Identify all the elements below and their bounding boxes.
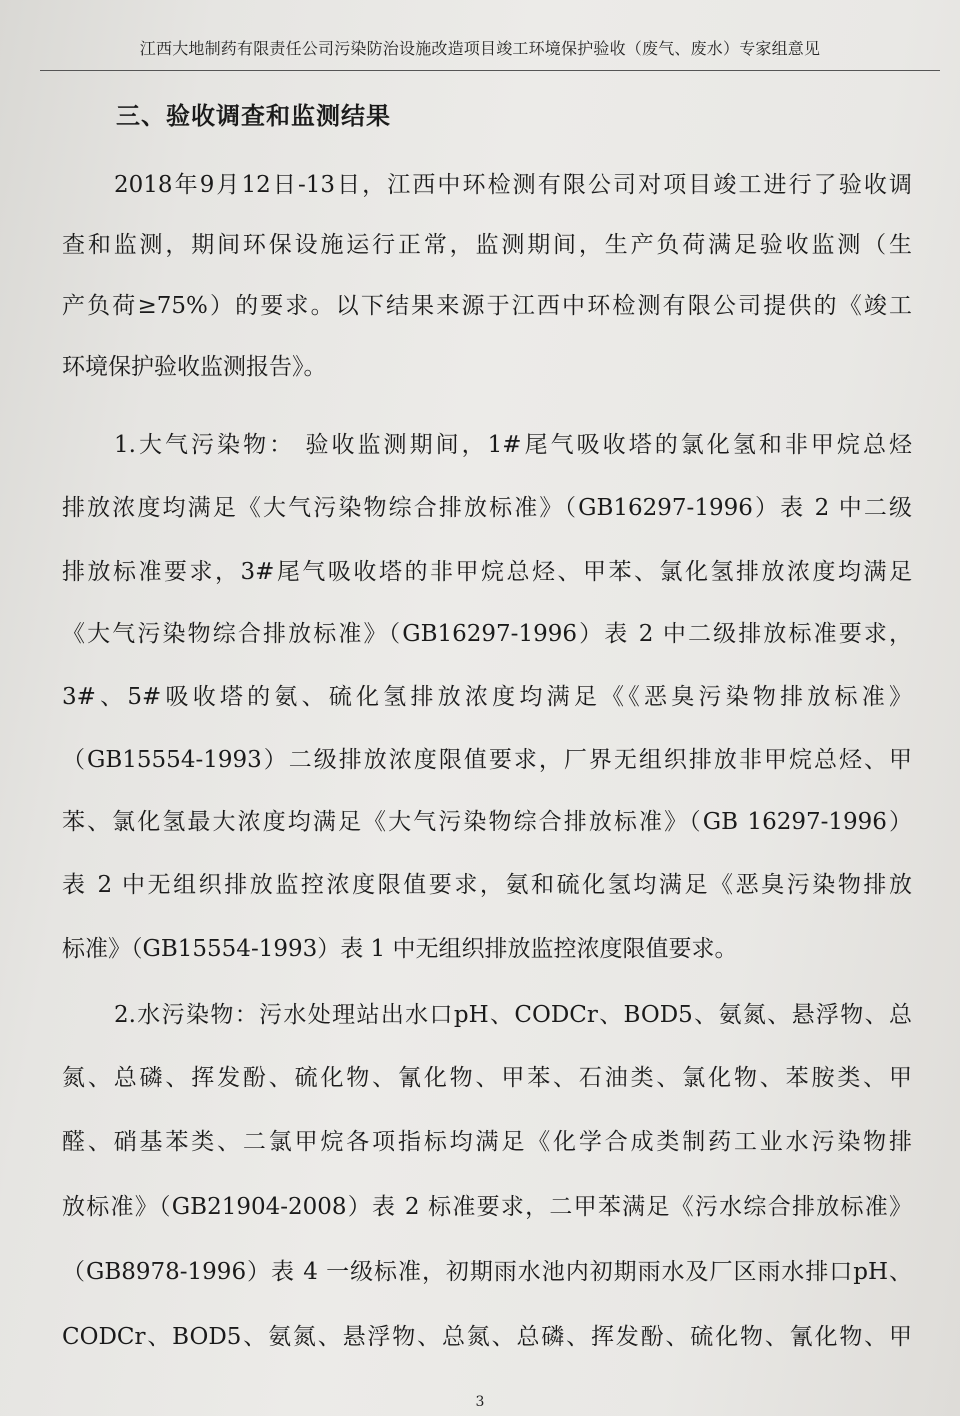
body-line: 苯、氯化氢最大浓度均满足《大气污染物综合排放标准》（GB 16297-1996） <box>62 809 912 835</box>
body-line: 标准》（GB15554-1993）表 1 中无组织排放监控浓度限值要求。 <box>62 936 738 962</box>
section-heading: 三、验收调查和监测结果 <box>116 101 391 130</box>
body-line: 放标准》（GB21904-2008）表 2 标准要求，二甲苯满足《污水综合排放标准》 <box>62 1194 912 1220</box>
body-line: （GB8978-1996）表 4 一级标准，初期雨水池内初期雨水及厂区雨水排口pH、 <box>62 1259 912 1285</box>
body-line: CODCr、BOD5、氨氮、悬浮物、总氮、总磷、挥发酚、硫化物、氰化物、甲 <box>62 1324 912 1350</box>
running-header: 江西大地制药有限责任公司污染防治设施改造项目竣工环境保护验收（废气、废水）专家组意见 <box>139 39 821 58</box>
body-line: 氮、总磷、挥发酚、硫化物、氰化物、甲苯、石油类、氯化物、苯胺类、甲 <box>62 1065 912 1091</box>
page-number: 3 <box>475 1394 485 1410</box>
body-line: 《大气污染物综合排放标准》（GB16297-1996）表 2 中二级排放标准要求， <box>62 621 912 647</box>
body-line: 3#、5#吸收塔的氨、硫化氢排放浓度均满足《《恶臭污染物排放标准》 <box>62 684 912 710</box>
body-line: 排放浓度均满足《大气污染物综合排放标准》（GB16297-1996）表 2 中二级 <box>62 495 912 521</box>
body-line: 环境保护验收监测报告》。 <box>62 354 327 380</box>
body-line: （GB15554-1993）二级排放浓度限值要求，厂界无组织排放非甲烷总烃、甲 <box>62 747 912 773</box>
body-line: 查和监测，期间环保设施运行正常，监测期间，生产负荷满足验收监测（生 <box>62 232 912 258</box>
body-line: 2.水污染物：污水处理站出水口pH、CODCr、BOD5、氨氮、悬浮物、总 <box>114 1002 912 1028</box>
body-line: 2018年9月12日-13日，江西中环检测有限公司对项目竣工进行了验收调 <box>114 172 912 198</box>
body-line: 表 2 中无组织排放监控浓度限值要求，氨和硫化氢均满足《恶臭污染物排放 <box>62 872 912 898</box>
body-line: 产负荷≥75%）的要求。以下结果来源于江西中环检测有限公司提供的《竣工 <box>62 293 912 319</box>
body-line: 排放标准要求，3#尾气吸收塔的非甲烷总烃、甲苯、氯化氢排放浓度均满足 <box>62 559 912 585</box>
body-line: 醛、硝基苯类、二氯甲烷各项指标均满足《化学合成类制药工业水污染物排 <box>62 1129 912 1155</box>
body-line: 1.大气污染物： 验收监测期间，1#尾气吸收塔的氯化氢和非甲烷总烃 <box>114 432 912 458</box>
header-divider <box>40 70 940 71</box>
